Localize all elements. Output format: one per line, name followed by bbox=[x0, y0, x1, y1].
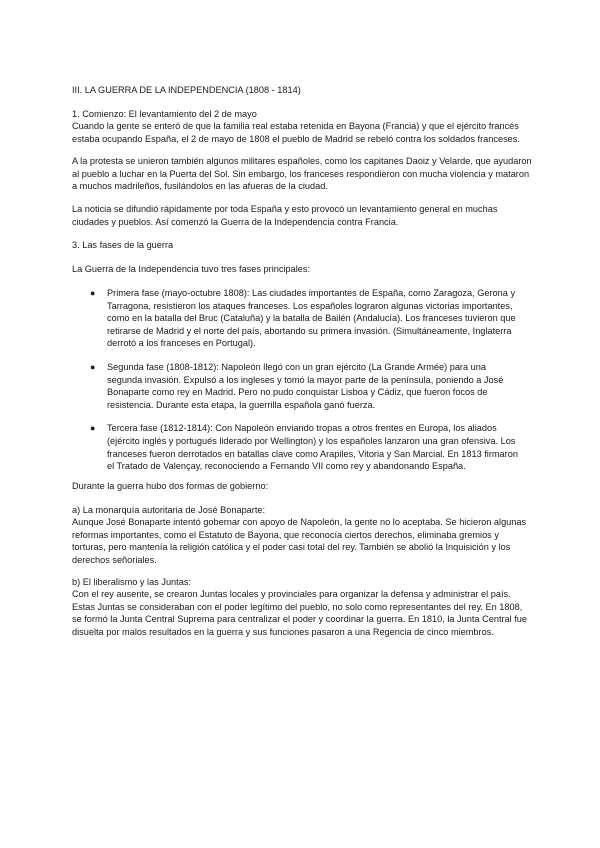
section1-paragraph-2: A la protesta se unieron también algunos militares españoles, como los capitanes Daoiz y Velarde, que ayudaron al pueblo a luchar en la Puerta del Sol. Sin embargo, los franceses respondieron con mucha violencia y mataron a muchos madrileños, fusilándolos en las afueras de la ciudad. bbox=[72, 156, 532, 192]
section1-paragraph-3: La noticia se difundió rápidamente por toda España y esto provocó un levantamiento general en muchas ciudades y pueblos. Así comenzó la Guerra de la Independencia contra Francia. bbox=[72, 204, 498, 227]
phase-text: Primera fase (mayo-octubre 1808): Las ciudades importantes de España, como Zaragoza, Gerona y Tarragona, resistieron los ataques franceses. Los españoles lograron algunas victorias importantes, como en la batalla del Bruc (Cataluña) y la batalla de Bailén (Andalucía). Los franceses tuvieron que retirarse de Madrid y el norte del país, abortando su primera invasión. (Simultáneamente, Inglaterra derrotó a los franceses en Portugal). bbox=[107, 288, 516, 349]
section1-paragraph-1: Cuando la gente se enteró de que la familia real estaba retenida en Bayona (Francia) y que el ejército francés estaba ocupando España, el 2 de mayo de 1808 el pueblo de Madrid se rebeló contra los soldados franceses. bbox=[72, 121, 520, 144]
government-a-heading: a) La monarquía autoritaria de José Bonaparte: bbox=[72, 505, 266, 515]
document-title: III. LA GUERRA DE LA INDEPENDENCIA (1808 - 1814) bbox=[72, 85, 301, 95]
phase-text: Segunda fase (1808-1812): Napoleón llegó con un gran ejército (La Grande Armée) para una segunda invasión. Expulsó a los ingleses y tomó la mayor parte de la península, poniendo a José Bonaparte como rey en Madrid. Pero no pudo conquistar Lisboa y Cádiz, que fueron focos de resistencia. Durante esta etapa, la guerrilla española ganó fuerza. bbox=[107, 361, 504, 410]
phase-item-1 bbox=[90, 287, 520, 350]
bullet-icon: ● bbox=[90, 361, 96, 372]
government-b-heading: b) El liberalismo y las Juntas: bbox=[72, 577, 191, 587]
phase-item-2 bbox=[90, 361, 520, 411]
section3-heading: 3. Las fases de la guerra bbox=[72, 240, 174, 250]
phase-text: Tercera fase (1812-1814): Con Napoleón enviando tropas a otros frentes en Europa, los aliados (ejército inglés y portugués liderado por Wellington) y los españoles lanzaron una gran ofensiva. Los franceses fueron derrotados en batallas clave como Arapiles, Vitoria y San Marcial. En 1813 firmaron el Tratado de Valençay, reconociendo a Fernando VII como rey y abandonando España. bbox=[107, 423, 518, 472]
section3-intro: La Guerra de la Independencia tuvo tres fases principales: bbox=[72, 264, 311, 274]
government-a-body: Aunque José Bonaparte intentó gobernar con apoyo de Napoleón, la gente no lo aceptaba. Se hicieron algunas reformas importantes, como el Estatuto de Bayona, que reconocía ciertos derechos, eliminaba gremios y torturas, pero mantenía la religión católica y el poder casi total del rey. También se abolió la Inquisición y los derechos señoriales. bbox=[72, 517, 527, 565]
government-b-body: Con el rey ausente, se crearon Juntas locales y provinciales para organizar la defensa y administrar el país. Estas Juntas se consideraban con el poder legítimo del pueblo, no solo como representantes del rey. En 1808, se formó la Junta Central Suprema para centralizar el poder y coordinar la guerra. En 1810, la Junta Central fue disuelta por malos resultados en la guerra y sus funciones pasaron a una Regencia de cinco miembros. bbox=[72, 589, 528, 637]
phases-list bbox=[90, 287, 520, 484]
bullet-icon: ● bbox=[90, 288, 96, 298]
section1-heading: 1. Comienzo: El levantamiento del 2 de mayo bbox=[72, 109, 257, 119]
government-intro: Durante la guerra hubo dos formas de gobierno: bbox=[72, 481, 269, 491]
bullet-icon: ● bbox=[90, 423, 96, 434]
phase-item-3 bbox=[90, 422, 520, 472]
